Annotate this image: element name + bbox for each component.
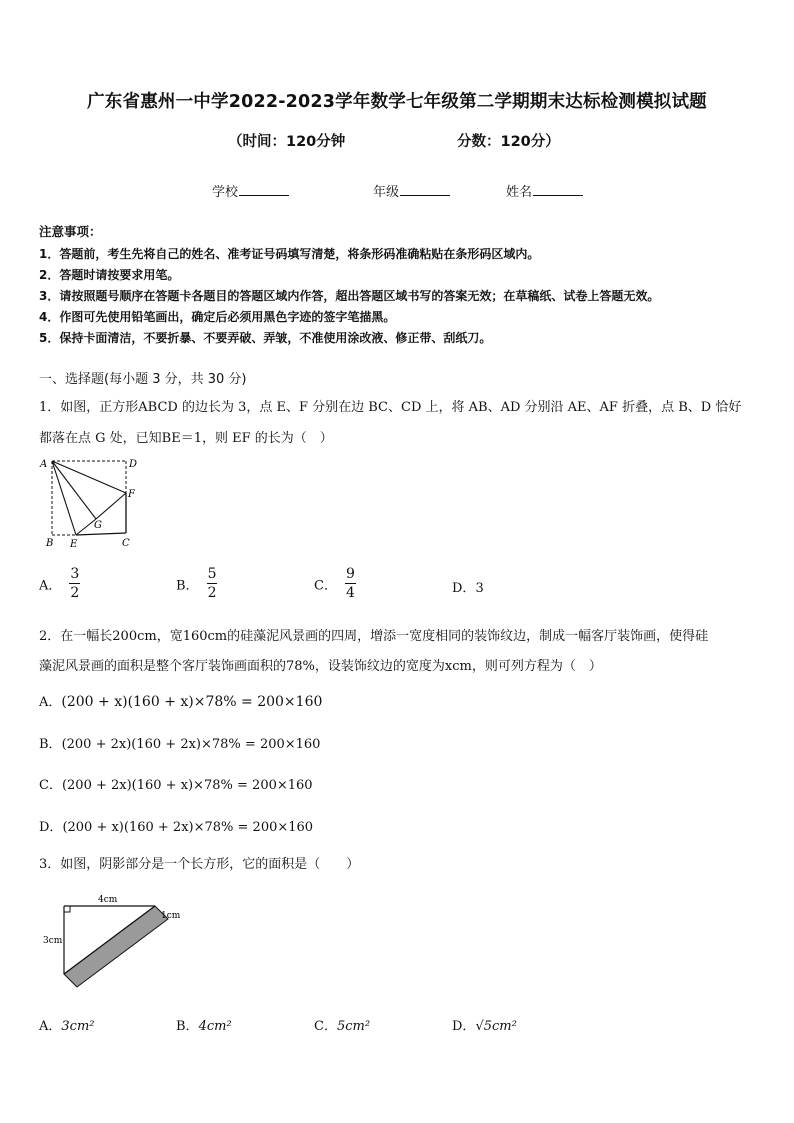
- denominator: 4: [345, 585, 355, 601]
- option-letter: D．: [452, 581, 476, 596]
- option-letter: B．: [176, 578, 199, 594]
- label-top: 4cm: [98, 895, 118, 905]
- fraction: [69, 566, 80, 602]
- label-e: E: [70, 539, 78, 550]
- segment-ag: [52, 461, 96, 519]
- q1-option-c[interactable]: [314, 566, 356, 602]
- option-letter: A．: [39, 695, 62, 710]
- label-right: 1cm: [161, 911, 181, 921]
- option-value: √5cm²: [475, 1019, 517, 1034]
- denominator: 2: [70, 585, 80, 601]
- numerator: 3: [70, 566, 80, 582]
- q3-option-c[interactable]: [314, 1015, 370, 1034]
- school-field: [212, 181, 289, 200]
- q2-text-line2: 藻泥风景画的面积是整个客厅装饰画面积的78%，设装饰纹边的宽度为xcm，则可列方程为（ ）: [39, 659, 602, 674]
- exam-score: 分数：120分）: [457, 134, 560, 150]
- grade-blank: [400, 183, 450, 196]
- option-value: 5cm²: [336, 1019, 371, 1034]
- numerator: 5: [207, 566, 217, 582]
- notice-item: 4．作图可先使用铅笔画出，确定后必须用黑色字迹的签字笔描黑。: [39, 310, 396, 324]
- numerator: 9: [345, 566, 355, 582]
- label-left: 3cm: [43, 936, 63, 946]
- q2-option-a[interactable]: [39, 691, 322, 710]
- option-value: 3cm²: [61, 1019, 95, 1034]
- name-blank: [533, 183, 583, 196]
- name-label: 姓名: [506, 185, 533, 200]
- option-letter: C．: [314, 578, 337, 594]
- option-value: 3: [475, 581, 484, 596]
- side-ec: [76, 533, 126, 535]
- exam-time: （时间：120分钟: [228, 134, 346, 150]
- q1-text-line2: 都落在点 G 处，已知BE＝1，则 EF 的长为（ ）: [39, 431, 333, 446]
- q1-text-line1: 1．如图，正方形ABCD 的边长为 3，点 E、F 分别在边 BC、CD 上，将 AB、AD 分别沿 AE、AF 折叠，点 B、D 恰好: [39, 400, 742, 415]
- q3-option-d[interactable]: [452, 1015, 517, 1034]
- notice-item: 5．保持卡面清洁，不要折暴、不要弄破、弄皱，不准使用涂改液、修正带、刮纸刀。: [39, 331, 492, 345]
- option-letter: C．: [314, 1019, 337, 1034]
- option-letter: C．: [39, 778, 62, 793]
- fraction: [207, 566, 218, 602]
- option-value: 4cm²: [198, 1019, 232, 1034]
- option-letter: A．: [39, 578, 62, 594]
- page-title: 广东省惠州一中学2022-2023学年数学七年级第二学期期末达标检测模拟试题: [87, 92, 707, 112]
- notice-heading: 注意事项：: [39, 224, 102, 239]
- label-a: A: [40, 459, 48, 470]
- q2-option-c[interactable]: [39, 774, 313, 793]
- notice-item: 2．答题时请按要求用笔。: [39, 268, 180, 282]
- q3-option-b[interactable]: [176, 1015, 232, 1034]
- q1-option-d[interactable]: [452, 577, 484, 596]
- right-angle-mark: [64, 906, 70, 912]
- hypotenuse: [64, 906, 155, 974]
- section-heading: 一、选择题(每小题 3 分，共 30 分): [39, 372, 247, 387]
- fold-af: [52, 461, 126, 493]
- option-equation: (200 + x)(160 + 2x)×78% = 200×160: [62, 820, 314, 835]
- notice-item: 3．请按照题号顺序在答题卡各题目的答题区域内作答，超出答题区域书写的答案无效；在草稿纸、试卷上答题无效。: [39, 289, 660, 303]
- shaded-rectangle: [64, 906, 168, 987]
- option-equation: (200 + 2x)(160 + 2x)×78% = 200×160: [61, 737, 321, 752]
- q1-option-b[interactable]: [176, 566, 217, 602]
- school-label: 学校: [212, 185, 239, 200]
- option-letter: A．: [39, 1019, 62, 1034]
- label-d: D: [129, 459, 138, 470]
- fold-ae: [52, 461, 76, 535]
- name-field: [506, 181, 583, 200]
- q2-text-line1: 2．在一幅长200cm，宽160cm的硅藻泥风景画的四周，增添一宽度相同的装饰纹边，制成一幅客厅装饰画，使得硅: [39, 629, 709, 644]
- q3-option-a[interactable]: [39, 1015, 94, 1034]
- option-letter: D．: [452, 1019, 476, 1034]
- school-blank: [239, 183, 289, 196]
- label-g: G: [94, 520, 102, 531]
- label-b: B: [46, 538, 54, 549]
- segment-eg: [76, 519, 96, 535]
- option-letter: B．: [176, 1019, 199, 1034]
- q2-option-b[interactable]: [39, 733, 320, 752]
- label-c: C: [122, 538, 130, 549]
- denominator: 2: [207, 585, 217, 601]
- option-equation: (200 + x)(160 + x)×78% = 200×160: [61, 694, 323, 710]
- q3-text-line1: 3．如图，阴影部分是一个长方形，它的面积是（ ）: [39, 857, 360, 872]
- grade-field: [373, 181, 450, 200]
- label-f: F: [128, 489, 135, 500]
- segment-gf: [96, 493, 126, 519]
- q2-option-d[interactable]: [39, 816, 313, 835]
- grade-label: 年级: [373, 185, 400, 200]
- notice-item: 1．答题前，考生先将自己的姓名、准考证号码填写清楚，将条形码准确粘贴在条形码区域内。: [39, 247, 540, 261]
- fraction: [345, 566, 356, 602]
- q1-option-a[interactable]: [39, 566, 80, 602]
- q3-rectangle-figure: [40, 890, 190, 1000]
- option-equation: (200 + 2x)(160 + x)×78% = 200×160: [61, 778, 313, 793]
- q1-square-figure: [38, 455, 138, 550]
- option-letter: D．: [39, 820, 63, 835]
- option-letter: B．: [39, 737, 62, 752]
